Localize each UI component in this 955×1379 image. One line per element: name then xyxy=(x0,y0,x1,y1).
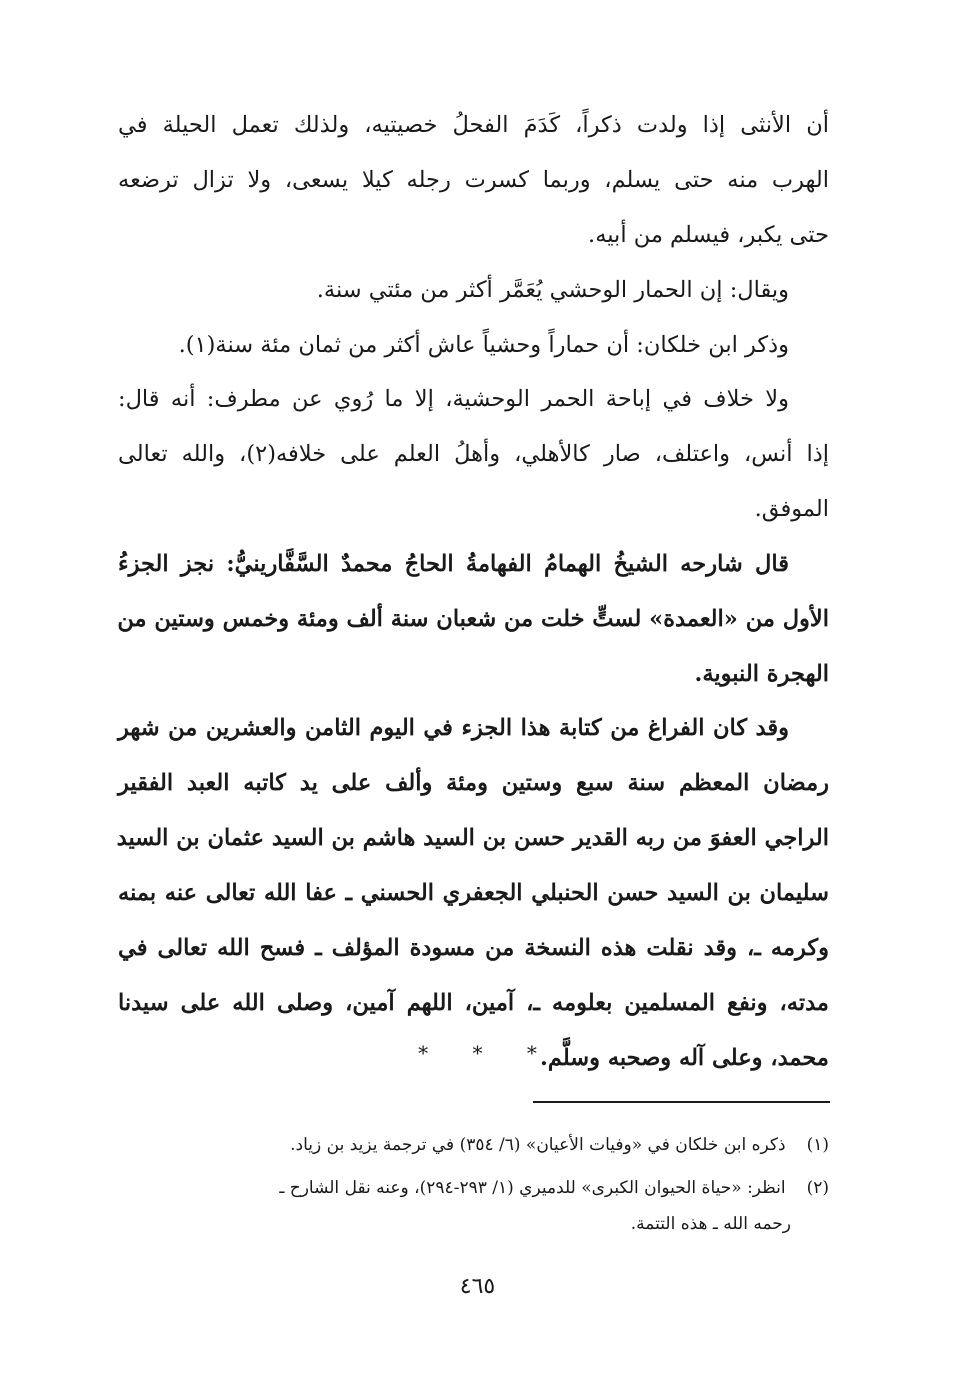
footnote-2-continued xyxy=(118,1210,791,1238)
text-line: سليمان بن السيد حسن الحنبلي الجعفري الحسني ـ عفا الله تعالى عنه بمنه xyxy=(118,880,829,906)
text-line: ويقال: إن الحمار الوحشي يُعَمَّر أكثر من مئتي سنة. xyxy=(316,277,789,303)
footnote-number: (٢) xyxy=(806,1178,829,1198)
text-line: وقد كان الفراغ من كتابة هذا الجزء في اليوم الثامن والعشرين من شهر xyxy=(118,715,789,741)
section-separator xyxy=(0,1041,955,1065)
footnote-divider xyxy=(533,1101,830,1103)
footnote-1 xyxy=(118,1131,829,1159)
footnote-2 xyxy=(118,1174,829,1202)
page-number: ٤٦٥ xyxy=(459,1274,496,1299)
text-line: حتى يكبر، فيسلم من أبيه. xyxy=(588,222,829,248)
footnote-text: ذكره ابن خلكان في «وفيات الأعيان» (٦/ ٣٥٤) في ترجمة يزيد بن زياد. xyxy=(290,1135,786,1155)
footnote-text: رحمه الله ـ هذه التتمة. xyxy=(630,1214,791,1234)
text-line: وكرمه ـ، وقد نقلت هذه النسخة من مسودة المؤلف ـ فسح الله تعالى في xyxy=(118,935,829,961)
text-line: رمضان المعظم سنة سبع وستين ومئة وألف على يد كاتبه العبد الفقير xyxy=(118,770,829,796)
text-line: قال شارحه الشيخُ الهمامُ الفهامةُ الحاجُ محمدٌ السَّفَّارينيُّ: نجز الجزءُ xyxy=(118,551,789,577)
text-line: مدته، ونفع المسلمين بعلومه ـ، آمين، اللهم آمين، وصلى الله على سيدنا xyxy=(118,990,829,1016)
text-line: الراجي العفوَ من ربه القدير حسن بن السيد هاشم بن السيد عثمان بن السيد xyxy=(116,825,829,851)
text-line: الأول من «العمدة» لستٍّ خلت من شعبان سنة ألف ومئة وخمس وستين من xyxy=(117,606,829,632)
asterisk: * xyxy=(418,1041,429,1065)
footnote-number: (١) xyxy=(806,1135,829,1155)
asterisk: * xyxy=(472,1041,483,1065)
text-line: الموفق. xyxy=(754,496,829,522)
footnote-text: انظر: «حياة الحيوان الكبرى» للدميري (١/ ٢٩٣-٢٩٤)، وعنه نقل الشارح ـ xyxy=(279,1178,786,1198)
text-line: إذا أنس، واعتلف، صار كالأهلي، وأهلُ العلم على خلافه(٢)، والله تعالى xyxy=(118,441,829,467)
text-line: محمد، وعلى آله وصحبه وسلَّم. xyxy=(540,1045,829,1071)
text-line: أن الأنثى إذا ولدت ذكراً، كَدَمَ الفحلُ خصيتيه، ولذلك تعمل الحيلة في xyxy=(118,112,829,138)
asterisk: * xyxy=(526,1041,537,1065)
text-line: وذكر ابن خلكان: أن حماراً وحشياً عاش أكثر من ثمان مئة سنة(١). xyxy=(178,332,789,358)
text-line: الهرب منه حتى يسلم، وربما كسرت رجله كيلا يسعى، ولا تزال ترضعه xyxy=(118,167,829,193)
text-line: ولا خلاف في إباحة الحمر الوحشية، إلا ما رُوي عن مطرف: أنه قال: xyxy=(118,386,789,412)
text-line: الهجرة النبوية. xyxy=(694,661,829,687)
